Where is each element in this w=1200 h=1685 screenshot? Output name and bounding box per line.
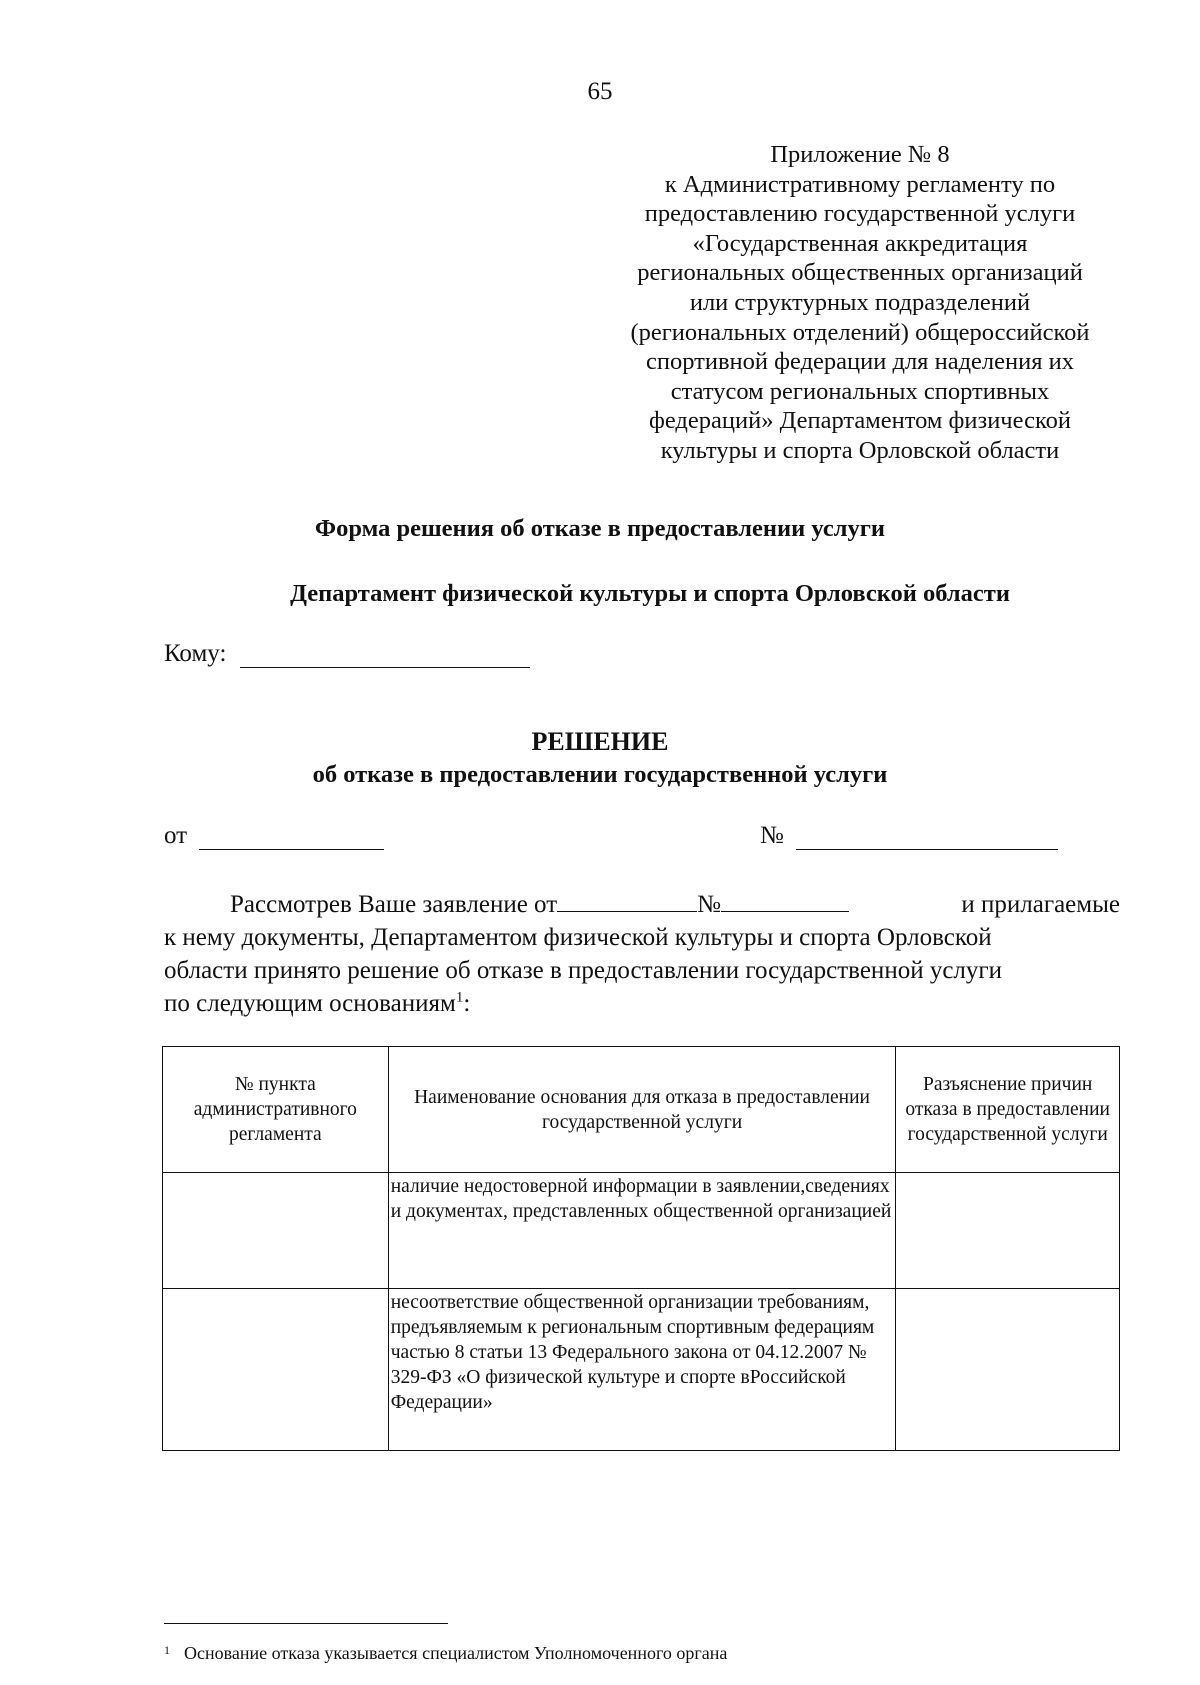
appendix-line: культуры и спорта Орловской области [660, 436, 1060, 464]
recipient-blank [240, 643, 530, 668]
body-line [164, 954, 1120, 987]
body-text: : [463, 990, 471, 1017]
footnote-divider [164, 1623, 448, 1624]
application-number-blank [721, 889, 849, 912]
appendix-header [600, 140, 1120, 466]
clause-cell [163, 1289, 389, 1451]
department-name: Департамент физической культуры и спорта Орловской области [290, 580, 1010, 607]
appendix-line: предоставлению государственной услуги [644, 200, 1076, 228]
explanation-cell [896, 1173, 1120, 1289]
decision-date-line [164, 822, 384, 850]
application-date-blank [557, 889, 697, 912]
body-line [164, 888, 1120, 921]
recipient-line [164, 640, 530, 668]
appendix-line: спортивной федерации для наделения их [646, 348, 1074, 376]
body-text: по следующим основаниям [164, 990, 456, 1017]
body-text: области принято решение об отказе в предоставлении государственной услуги [164, 957, 1003, 984]
appendix-line: Приложение № 8 [770, 141, 950, 168]
appendix-line: к Административному регламенту по [664, 170, 1056, 198]
footnote-ref: 1 [455, 989, 464, 1006]
appendix-line: статусом региональных спортивных [670, 377, 1050, 405]
reason-cell: наличие недостоверной информации в заявлении,сведениях и документах, представленных общественной организацией [388, 1173, 896, 1289]
table-row [163, 1289, 1120, 1451]
reason-cell: несоответствие общественной организации требованиям, предъявляемым к региональным спортивным федерациям частью 8 статьи 13 Федерального закона от 04.12.2007 № 329-ФЗ «О физической культуре и спорте вРоссийской Федерации» [388, 1289, 896, 1451]
form-title: Форма решения об отказе в предоставлении услуги [315, 515, 885, 542]
recipient-label: Кому: [164, 640, 227, 667]
appendix-line: «Государственная аккредитация [692, 229, 1028, 257]
table-header-row [163, 1047, 1120, 1173]
body-text: к нему документы, Департаментом физической культуры и спорта Орловской [164, 924, 992, 951]
number-blank [796, 825, 1058, 850]
appendix-line: (региональных отделений) общероссийской [630, 318, 1090, 346]
decision-subtitle: об отказе в предоставлении государственной услуги [312, 761, 888, 788]
explanation-cell [896, 1289, 1120, 1451]
refusal-reasons-table [162, 1046, 1120, 1451]
clause-cell [163, 1173, 389, 1289]
appendix-line: или структурных подразделений [689, 288, 1031, 316]
appendix-line: региональных общественных организаций [637, 259, 1083, 287]
table-row [163, 1173, 1120, 1289]
body-line [164, 921, 1120, 954]
column-header-clause: № пункта административного регламента [163, 1047, 389, 1173]
body-line [164, 987, 1120, 1020]
body-text-start: Рассмотрев Ваше заявление от [230, 891, 558, 918]
footnote-text: Основание отказа указывается специалистом Уполномоченного органа [184, 1643, 728, 1663]
date-label: от [164, 822, 188, 849]
page-number: 65 [587, 78, 613, 105]
appendix-line: федераций» Департаментом физической [648, 407, 1072, 435]
body-paragraph [164, 888, 1120, 1020]
body-number-sign: № [697, 891, 722, 918]
number-label: № [760, 822, 784, 849]
column-header-reason: Наименование основания для отказа в предоставлении государственной услуги [388, 1047, 896, 1173]
decision-title: РЕШЕНИЕ [531, 727, 669, 756]
date-blank [199, 825, 384, 850]
decision-number-line [760, 822, 1058, 850]
column-header-explanation: Разъяснение причин отказа в предоставлении государственной услуги [896, 1047, 1120, 1173]
body-text-end: и прилагаемые [961, 891, 1120, 918]
footnote [164, 1643, 727, 1664]
footnote-mark: 1 [164, 1643, 170, 1657]
